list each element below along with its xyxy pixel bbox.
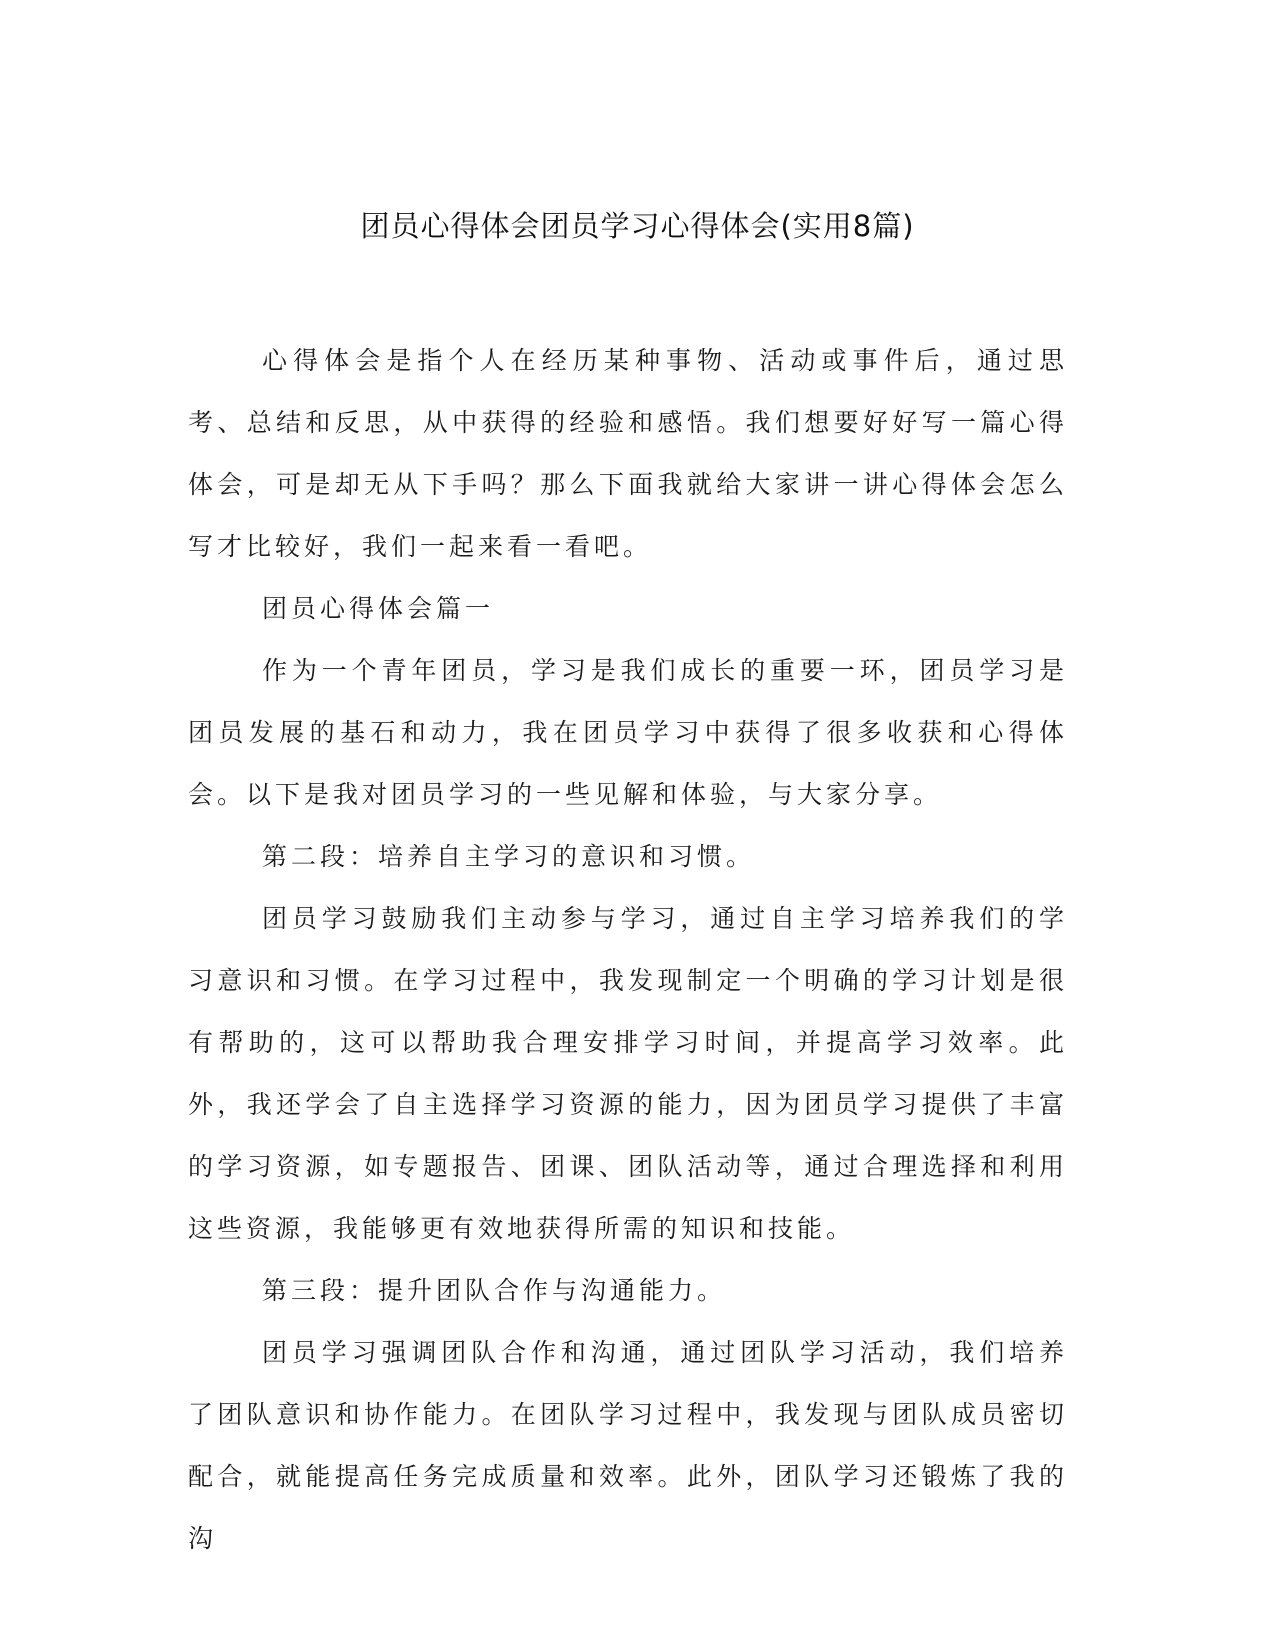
document-body — [188, 330, 1068, 1570]
body-paragraph: 团员学习鼓励我们主动参与学习，通过自主学习培养我们的学习意识和习惯。在学习过程中，我发现制定一个明确的学习计划是很有帮助的，这可以帮助我合理安排学习时间，并提高学习效率。此外，我还学会了自主选择学习资源的能力，因为团员学习提供了丰富的学习资源，如专题报告、团课、团队活动等，通过合理选择和利用这些资源，我能够更有效地获得所需的知识和技能。 — [188, 904, 1068, 1243]
body-paragraph: 作为一个青年团员，学习是我们成长的重要一环，团员学习是团员发展的基石和动力，我在团员学习中获得了很多收获和心得体会。以下是我对团员学习的一些见解和体验，与大家分享。 — [188, 656, 1068, 809]
body-paragraph: 团员学习强调团队合作和沟通，通过团队学习活动，我们培养了团队意识和协作能力。在团队学习过程中，我发现与团队成员密切配合，就能提高任务完成质量和效率。此外，团队学习还锻炼了我的沟 — [188, 1338, 1068, 1553]
intro-paragraph: 心得体会是指个人在经历某种事物、活动或事件后，通过思考、总结和反思，从中获得的经验和感悟。我们想要好好写一篇心得体会，可是却无从下手吗？那么下面我就给大家讲一讲心得体会怎么写才比较好，我们一起来看一看吧。 — [188, 346, 1068, 561]
section-heading-part-one: 团员心得体会篇一 — [262, 594, 495, 623]
section-heading-second: 第二段：培养自主学习的意识和习惯。 — [262, 842, 756, 871]
section-heading-third: 第三段：提升团队合作与沟通能力。 — [262, 1276, 727, 1305]
document-title: 团员心得体会团员学习心得体会(实用8篇) — [360, 209, 915, 243]
